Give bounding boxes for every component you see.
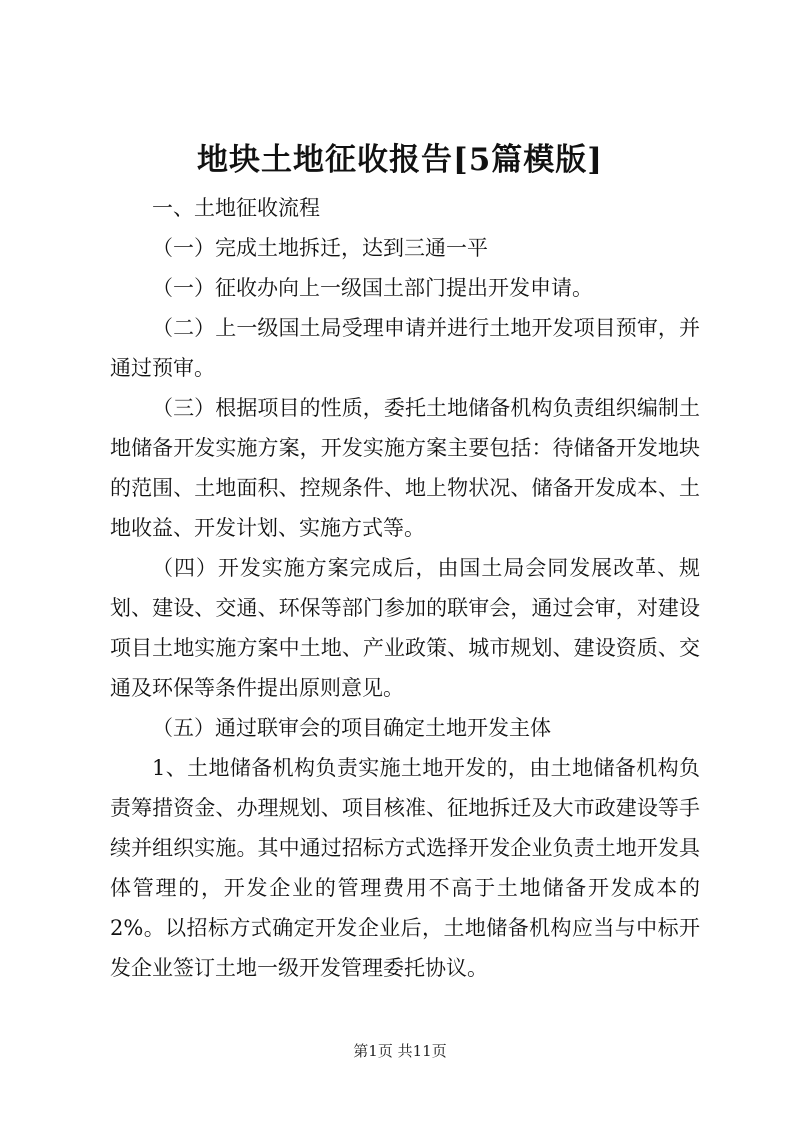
document-body (110, 188, 700, 988)
paragraph: （三）根据项目的性质，委托土地储备机构负责组织编制土地储备开发实施方案，开发实施方案主要包括：待储备开发地块的范围、土地面积、控规条件、地上物状况、储备开发成本、土地收益、开发计划、实施方式等。 (110, 396, 700, 540)
paragraph: （一）征收办向上一级国土部门提出开发申请。 (152, 276, 593, 300)
paragraph: （四）开发实施方案完成后，由国土局会同发展改革、规划、建设、交通、环保等部门参加的联审会，通过会审，对建设项目土地实施方案中土地、产业政策、城市规划、建设资质、交通及环保等条件提出原则意见。 (110, 556, 700, 700)
paragraph: （五）通过联审会的项目确定土地开发主体 (152, 716, 551, 740)
section-heading: 一、土地征收流程 (152, 196, 320, 220)
paragraph: 1、土地储备机构负责实施土地开发的，由土地储备机构负责筹措资金、办理规划、项目核准、征地拆迁及大市政建设等手续并组织实施。其中通过招标方式选择开发企业负责土地开发具体管理的，开发企业的管理费用不高于土地储备开发成本的2%。以招标方式确定开发企业后，土地储备机构应当与中标开发企业签订土地一级开发管理委托协议。 (110, 756, 700, 980)
document-title: 地块土地征收报告[5篇模版] (197, 142, 603, 178)
page-footer: 第1页 共11页 (353, 1042, 447, 1060)
paragraph: （二）上一级国土局受理申请并进行土地开发项目预审，并通过预审。 (110, 316, 700, 380)
paragraph: （一）完成土地拆迁，达到三通一平 (152, 236, 488, 260)
